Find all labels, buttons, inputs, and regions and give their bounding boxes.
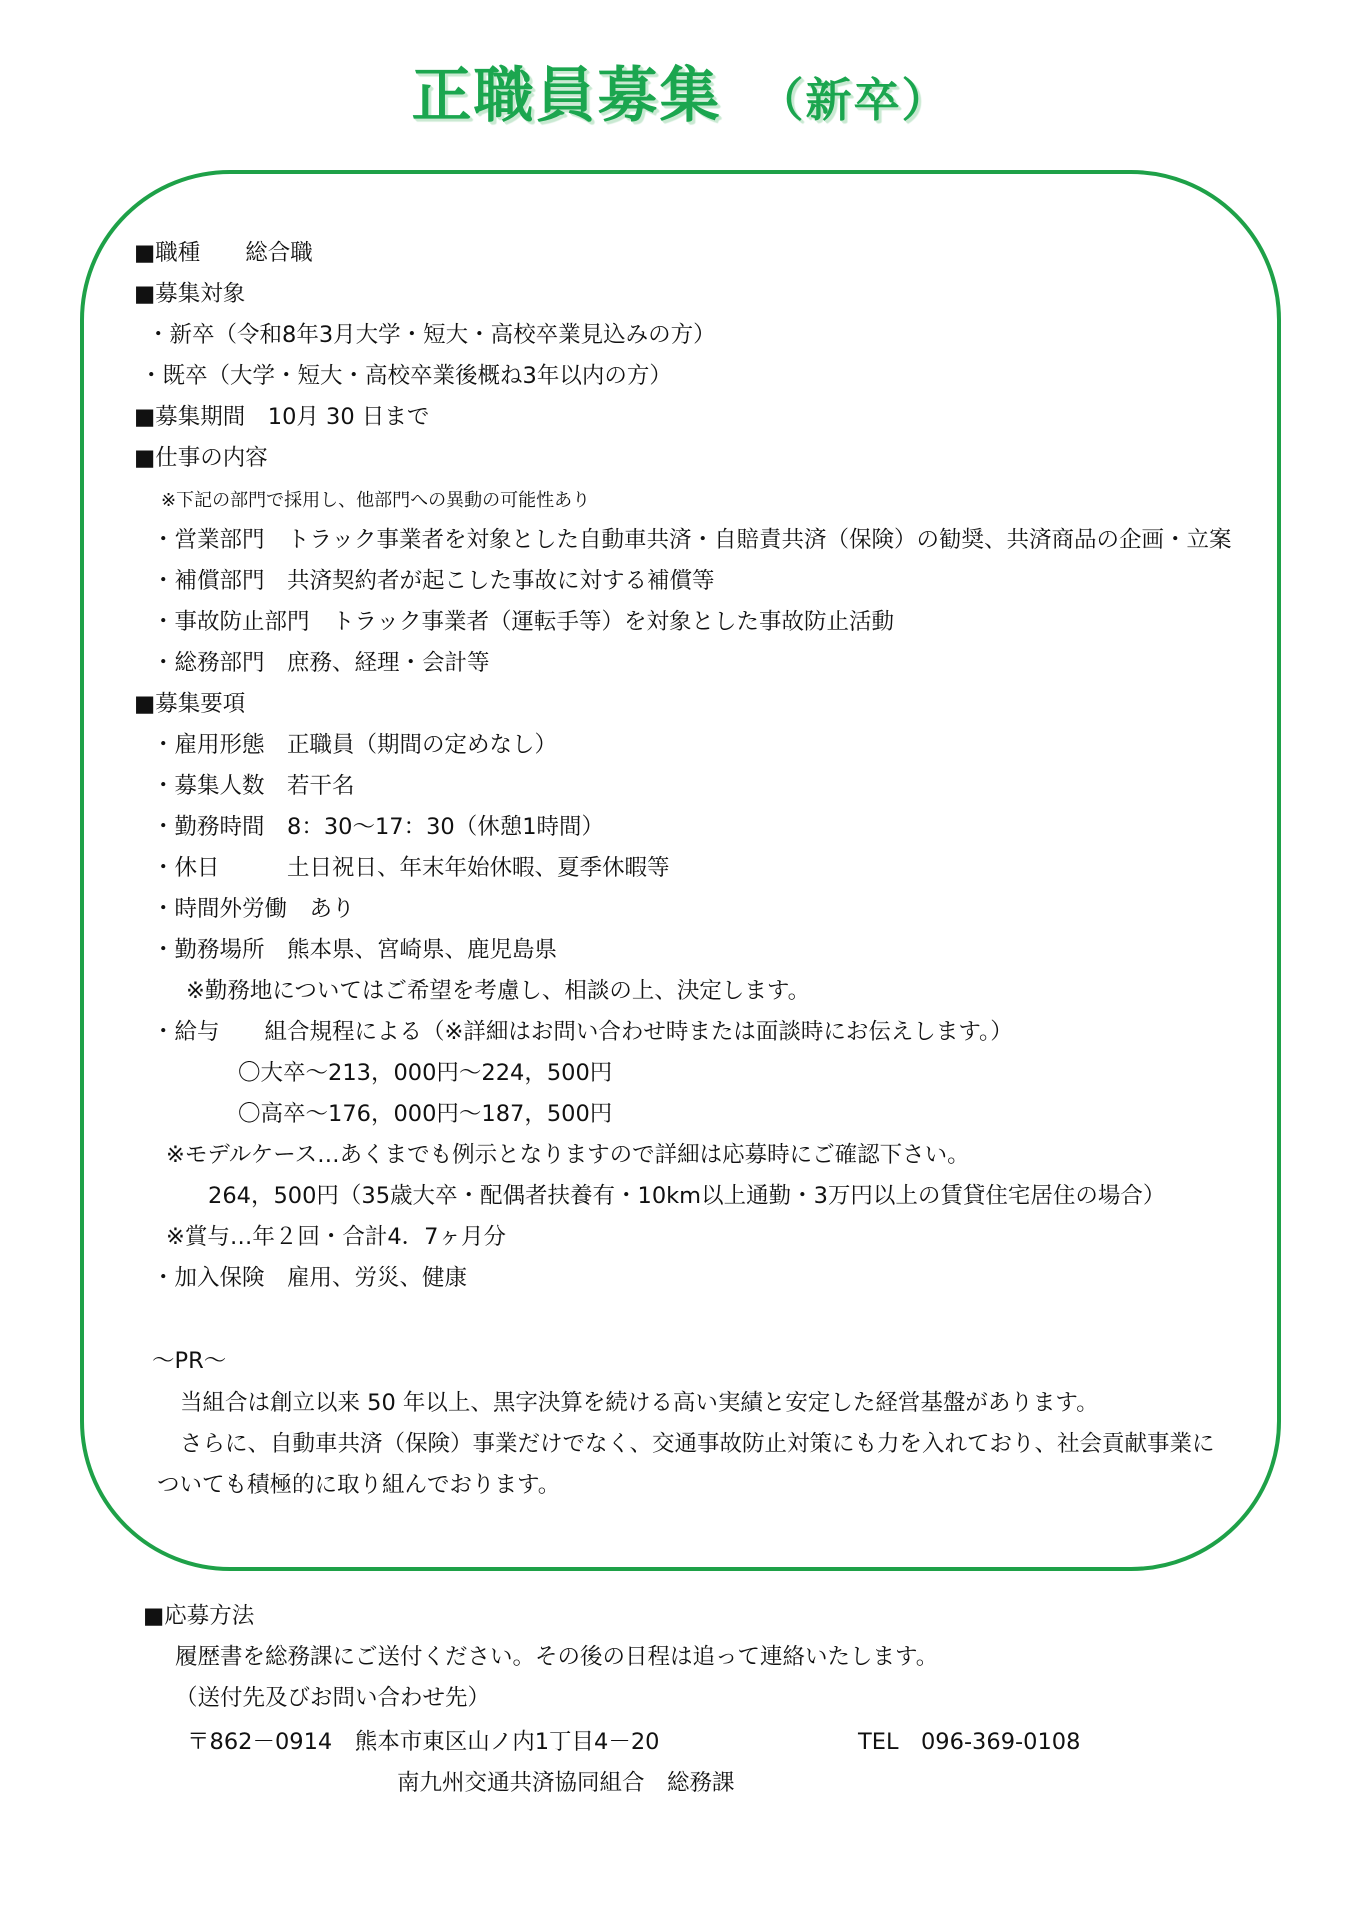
recruit-period: ■募集期間 10月 30 日まで [134,404,430,430]
salary-highschool: 〇高卒～176，000円～187，500円 [238,1101,613,1127]
address: 〒862－0914 熊本市東区山ノ内1丁目4－20 [187,1729,660,1755]
work-heading: ■仕事の内容 [134,445,268,471]
work-note: ※下記の部門で採用し、他部門への異動の可能性あり [161,490,591,511]
page-title [0,48,1361,134]
pr-heading: ～PR～ [152,1348,227,1374]
dept-sales: ・営業部門 トラック事業者を対象とした自動車共済・自賠責共済（保険）の勧奨、共済商品の企画・立案 [152,527,1232,553]
target-new-grad: ・新卒（令和8年3月大学・短大・高校卒業見込みの方） [147,322,716,348]
salary-university: 〇大卒～213，000円～224，500円 [238,1060,613,1086]
location-note: ※勤務地についてはご希望を考慮し、相談の上、決定します。 [186,978,811,1004]
headcount: ・募集人数 若干名 [152,773,355,799]
organization-name: 南九州交通共済協同組合 総務課 [397,1770,735,1796]
application-body: 履歴書を総務課にご送付ください。その後の日程は追って連絡いたします。 [175,1644,939,1670]
dept-prevention: ・事故防止部門 トラック事業者（運転手等）を対象とした事故防止活動 [152,609,895,635]
job-type: ■職種 総合職 [134,240,313,266]
contact-heading: （送付先及びお問い合わせ先） [175,1685,491,1711]
application-heading: ■応募方法 [143,1603,255,1629]
title-sub: （新卒） [757,73,950,127]
target-past-grad: ・既卒（大学・短大・高校卒業後概ね3年以内の方） [140,363,672,389]
phone-number: TEL 096-369-0108 [858,1729,1081,1755]
salary: ・給与 組合規程による（※詳細はお問い合わせ時または面談時にお伝えします。） [152,1019,1013,1045]
pr-text-2: さらに、自動車共済（保険）事業だけでなく、交通事故防止対策にも力を入れており、社会貢献事業に [180,1431,1215,1457]
dept-general: ・総務部門 庶務、経理・会計等 [152,650,490,676]
dept-compensation: ・補償部門 共済契約者が起こした事故に対する補償等 [152,568,715,594]
overtime: ・時間外労働 あり [152,896,355,922]
work-location: ・勤務場所 熊本県、宮崎県、鹿児島県 [152,937,558,963]
requirements-heading: ■募集要項 [134,691,246,717]
holidays: ・休日 土日祝日、年末年始休暇、夏季休暇等 [152,855,670,881]
title-main: 正職員募集 [411,61,722,131]
pr-text-3: ついても積極的に取り組んでおります。 [157,1472,561,1498]
target-heading: ■募集対象 [134,281,246,307]
work-hours: ・勤務時間 8：30～17：30（休憩1時間） [152,814,605,840]
employment-type: ・雇用形態 正職員（期間の定めなし） [152,732,558,758]
model-case-note: ※モデルケース…あくまでも例示となりますので詳細は応募時にご確認下さい。 [166,1142,970,1168]
pr-text-1: 当組合は創立以来 50 年以上、黒字決算を続ける高い実績と安定した経営基盤があります。 [180,1390,1099,1416]
model-case-amount: 264，500円（35歳大卒・配偶者扶養有・10km以上通勤・3万円以上の賃貸住宅居住の場合） [208,1183,1166,1209]
bonus: ※賞与…年２回・合計4．7ヶ月分 [166,1224,506,1250]
insurance: ・加入保険 雇用、労災、健康 [152,1265,468,1291]
